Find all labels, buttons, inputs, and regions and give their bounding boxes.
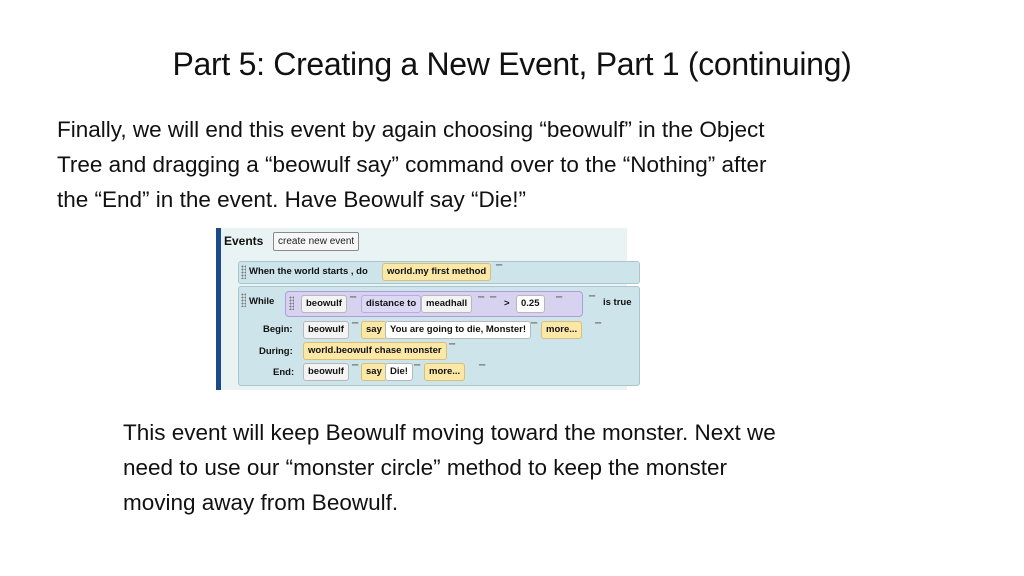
dropdown-arrow-icon[interactable]: ▔ (589, 296, 596, 305)
slide-title: Part 5: Creating a New Event, Part 1 (continuing) (172, 46, 852, 82)
dropdown-arrow-icon[interactable]: ▔ (350, 297, 357, 306)
say-text-tile[interactable]: You are going to die, Monster! (385, 321, 531, 339)
dropdown-arrow-icon[interactable]: ▔ (352, 365, 359, 374)
value-tile[interactable]: 0.25 (516, 295, 545, 313)
dropdown-arrow-icon[interactable]: ▔ (352, 323, 359, 332)
method-tile[interactable]: world.beowulf chase monster (303, 342, 447, 360)
condition-block[interactable] (285, 291, 583, 317)
dropdown-arrow-icon[interactable]: ▔ (531, 323, 538, 332)
events-panel-screenshot (216, 228, 632, 390)
target-tile[interactable]: meadhall (421, 295, 472, 313)
summary-line: need to use our “monster circle” method to keep the monster (123, 455, 728, 480)
dropdown-arrow-icon[interactable]: ▔ (478, 297, 485, 306)
panel-left-border (216, 228, 221, 390)
object-tile[interactable]: beowulf (301, 295, 347, 313)
object-tile[interactable]: beowulf (303, 321, 349, 339)
drag-grip-icon[interactable] (289, 296, 294, 310)
dropdown-arrow-icon[interactable]: ▔ (479, 365, 486, 374)
command-tile[interactable]: say (361, 321, 387, 339)
instruction-line: Finally, we will end this event by again choosing “beowulf” in the Object (57, 117, 765, 142)
dropdown-arrow-icon[interactable]: ▔ (490, 297, 497, 306)
say-text-tile[interactable]: Die! (385, 363, 413, 381)
event-while-true[interactable] (238, 286, 640, 386)
dropdown-arrow-icon[interactable]: ▔ (595, 323, 602, 332)
summary-paragraph (123, 415, 983, 520)
summary-line: moving away from Beowulf. (123, 490, 399, 515)
end-label: End: (273, 367, 295, 378)
during-label: During: (259, 346, 293, 357)
create-new-event-button[interactable]: create new event (273, 232, 359, 251)
object-tile[interactable]: beowulf (303, 363, 349, 381)
function-tile[interactable]: distance to (361, 295, 421, 313)
dropdown-arrow-icon[interactable]: ▔ (556, 297, 563, 306)
begin-label: Begin: (263, 324, 293, 335)
event-trigger-label: When the world starts , do (249, 266, 368, 277)
is-true-label: is true (603, 297, 632, 308)
more-tile[interactable]: more... (424, 363, 465, 381)
summary-line: This event will keep Beowulf moving toward the monster. Next we (123, 420, 776, 445)
drag-grip-icon[interactable] (241, 265, 246, 279)
drag-grip-icon[interactable] (241, 293, 246, 307)
dropdown-arrow-icon[interactable]: ▔ (496, 265, 503, 274)
dropdown-arrow-icon[interactable]: ▔ (449, 344, 456, 353)
instruction-paragraph (57, 112, 957, 217)
event-world-starts[interactable] (238, 261, 640, 284)
command-tile[interactable]: say (361, 363, 387, 381)
operator-label: > (504, 298, 510, 309)
events-header: Events (224, 234, 264, 248)
while-label: While (249, 296, 275, 307)
dropdown-arrow-icon[interactable]: ▔ (414, 365, 421, 374)
instruction-line: Tree and dragging a “beowulf say” command over to the “Nothing” after (57, 152, 767, 177)
more-tile[interactable]: more... (541, 321, 582, 339)
method-tile[interactable]: world.my first method (382, 263, 491, 281)
instruction-line: the “End” in the event. Have Beowulf say “Die!” (57, 187, 526, 212)
